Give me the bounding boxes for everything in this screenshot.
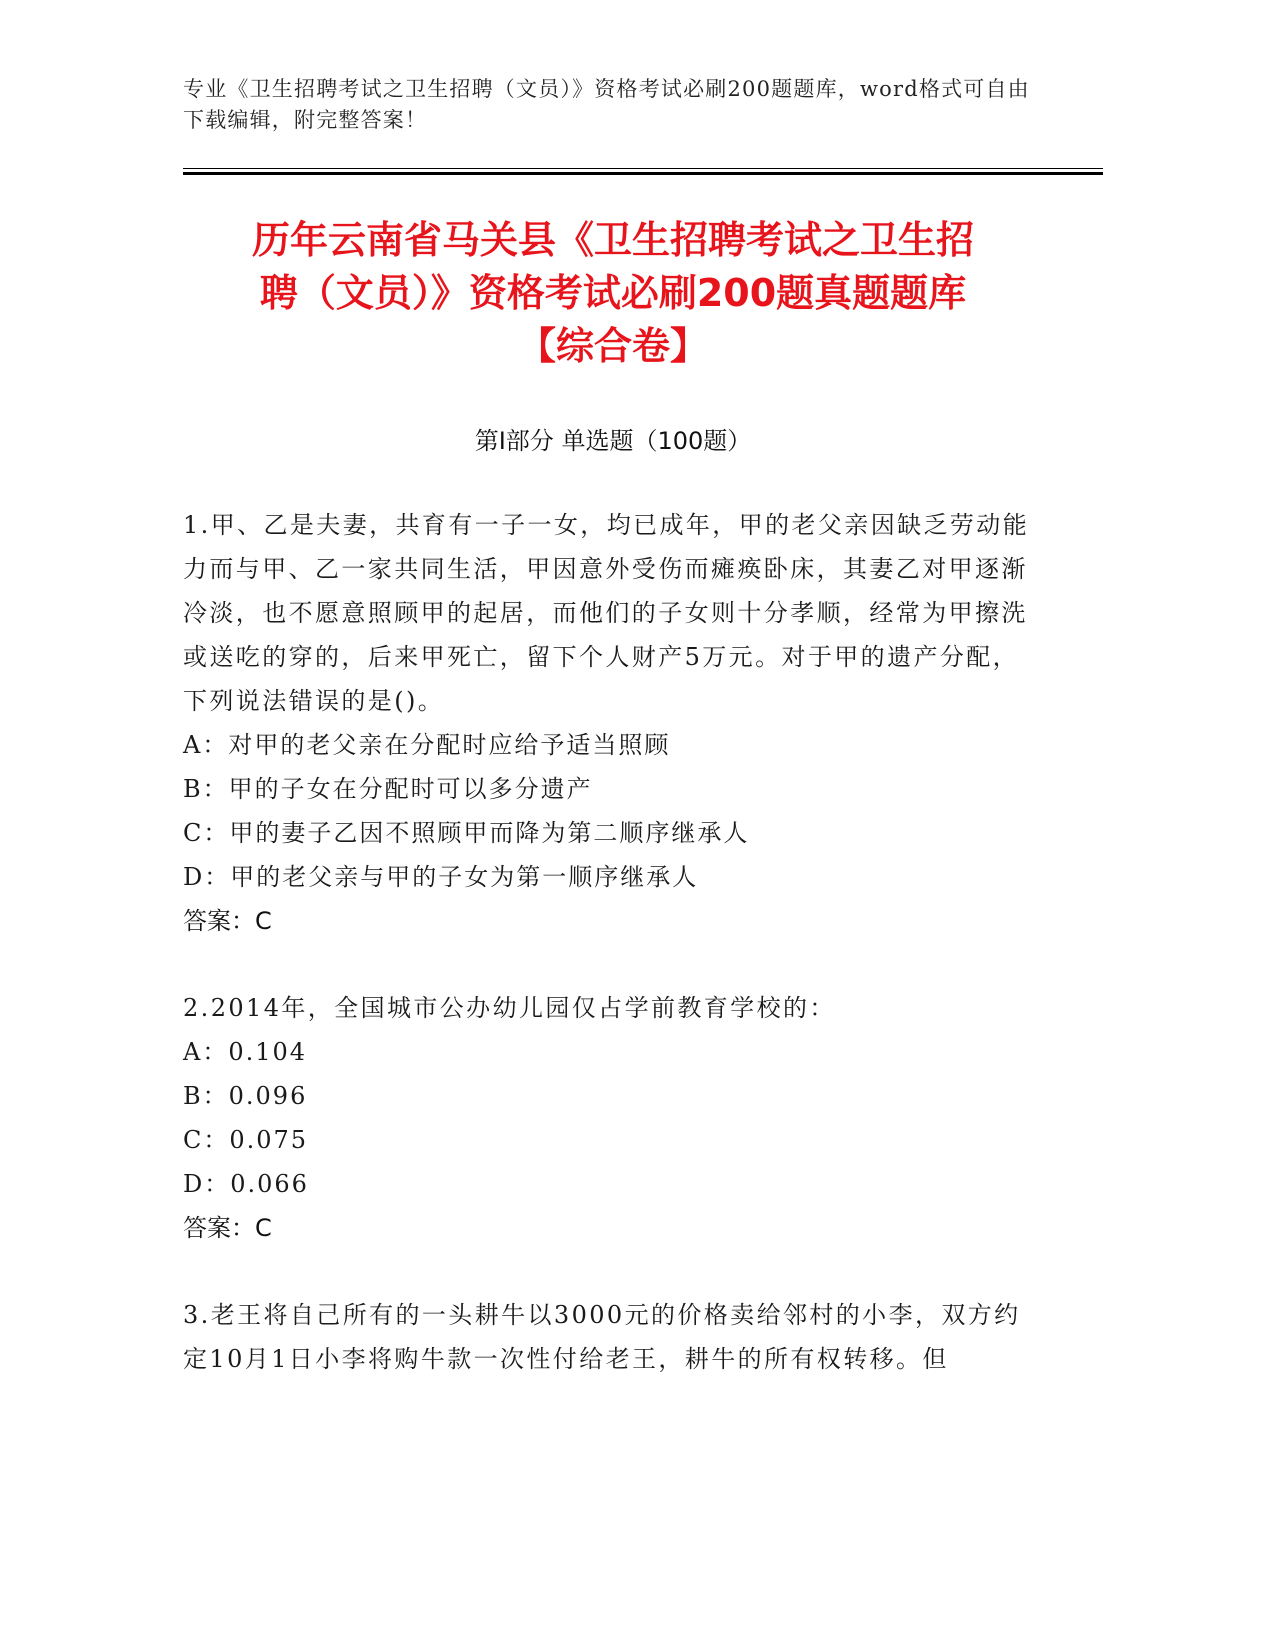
question-stem: 2.2014年，全国城市公办幼儿园仅占学前教育学校的： (183, 994, 836, 1022)
option-a: A：对甲的老父亲在分配时应给予适当照顾 (183, 731, 671, 759)
section-title: 第I部分 单选题（100题） (474, 427, 752, 455)
question-list (183, 503, 1033, 1381)
header-note: 专业《卫生招聘考试之卫生招聘（文员）》资格考试必刷200题题库，word格式可自由下载编辑，附完整答案！ (183, 77, 1030, 132)
question-2 (183, 986, 1033, 1250)
title-line-1: 历年云南省马关县《卫生招聘考试之卫生招 (251, 218, 974, 262)
option-a: A：0.104 (183, 1038, 308, 1066)
question-1 (183, 503, 1033, 943)
header-rule-thick (183, 172, 1103, 175)
question-spacer (183, 943, 1033, 986)
title-line-2: 聘（文员）》资格考试必刷200题真题题库 (259, 271, 967, 315)
main-title (183, 214, 1043, 373)
answer: 答案：C (183, 907, 272, 935)
answer: 答案：C (183, 1214, 272, 1242)
question-spacer (183, 1250, 1033, 1293)
option-d: D：甲的老父亲与甲的子女为第一顺序继承人 (183, 863, 699, 891)
option-d: D：0.066 (183, 1170, 309, 1198)
header-rule-thin (183, 168, 1103, 169)
question-stem: 3.老王将自己所有的一头耕牛以3000元的价格卖给邻村的小李，双方约定10月1日小李将购牛款一次性付给老王，耕牛的所有权转移。但 (183, 1301, 1021, 1373)
option-b: B：甲的子女在分配时可以多分遗产 (183, 775, 593, 803)
question-3 (183, 1293, 1033, 1381)
question-stem: 1.甲、乙是夫妻，共育有一子一女，均已成年，甲的老父亲因缺乏劳动能力而与甲、乙一家共同生活，甲因意外受伤而瘫痪卧床，其妻乙对甲逐渐冷淡，也不愿意照顾甲的起居，而他们的子女则十分孝顺，经常为甲擦洗或送吃的穿的，后来甲死亡，留下个人财产5万元。对于甲的遗产分配，下列说法错误的是()。 (183, 511, 1030, 715)
option-c: C：甲的妻子乙因不照顾甲而降为第二顺序继承人 (183, 819, 750, 847)
title-line-3: 【综合卷】 (517, 324, 708, 368)
option-b: B：0.096 (183, 1082, 308, 1110)
option-c: C：0.075 (183, 1126, 309, 1154)
